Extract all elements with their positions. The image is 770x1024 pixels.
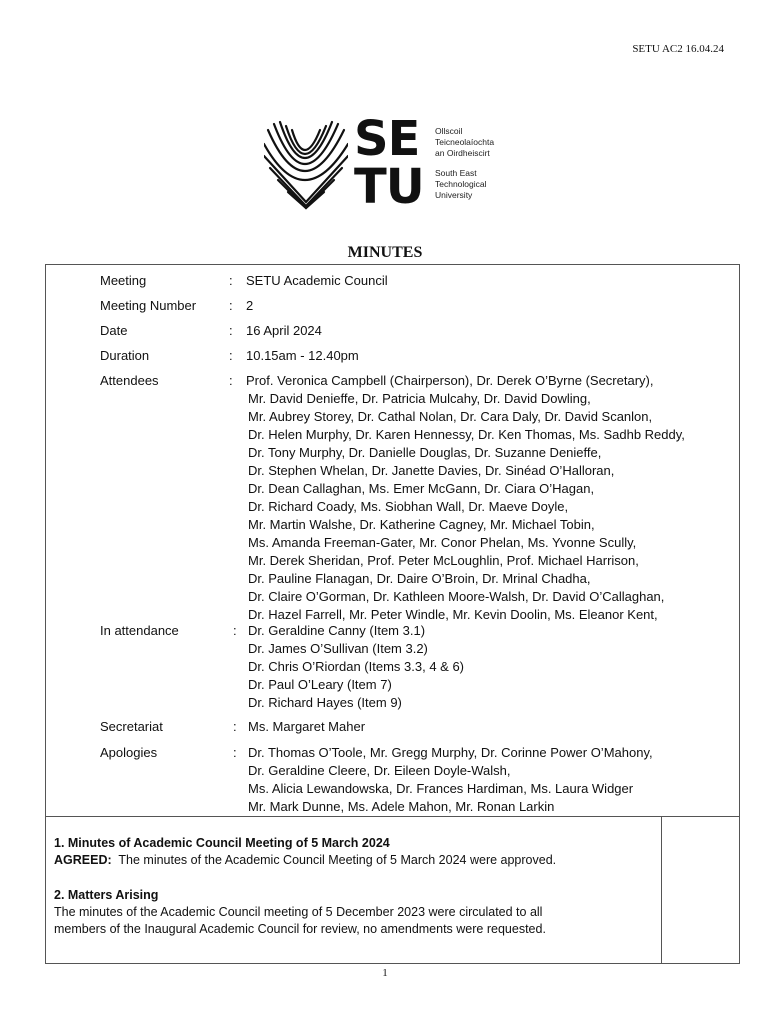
agreed-label: AGREED: (54, 853, 112, 867)
document-reference: SETU AC2 16.04.24 (632, 43, 724, 55)
attendee-line: Mr. David Denieffe, Dr. Patricia Mulcahy, Dr. David Dowling, (248, 391, 591, 406)
table-action-column-divider (661, 816, 662, 963)
apologies-line: Ms. Alicia Lewandowska, Dr. Frances Hardiman, Ms. Laura Widger (248, 781, 634, 796)
attendees-list-continued (248, 390, 685, 624)
logo-tu-text: TU (354, 159, 424, 215)
attendee-line: Dr. Pauline Flanagan, Dr. Daire O’Broin, Dr. Mrinal Chadha, (248, 571, 591, 586)
attendee-line: Dr. Tony Murphy, Dr. Danielle Douglas, Dr. Suzanne Denieffe, (248, 445, 602, 460)
duration-value: 10.15am - 12.40pm (246, 348, 359, 363)
section-1 (54, 835, 556, 869)
in-attendance-line: Dr. James O’Sullivan (Item 3.2) (248, 641, 428, 656)
page-number: 1 (382, 967, 388, 979)
attendee-line: Dr. Richard Coady, Ms. Siobhan Wall, Dr. Maeve Doyle, (248, 499, 569, 514)
colon: : (233, 719, 237, 734)
attendee-line: Dr. Claire O’Gorman, Dr. Kathleen Moore-Walsh, Dr. David O’Callaghan, (248, 589, 665, 604)
agreed-text: The minutes of the Academic Council Meeting of 5 March 2024 were approved. (118, 853, 557, 867)
attendee-line: Dr. Helen Murphy, Dr. Karen Hennessy, Dr. Ken Thomas, Ms. Sadhb Reddy, (248, 427, 685, 442)
apologies-line: Mr. Mark Dunne, Ms. Adele Mahon, Mr. Ronan Larkin (248, 799, 555, 814)
colon: : (233, 745, 237, 760)
attendee-line: Mr. Martin Walshe, Dr. Katherine Cagney, Mr. Michael Tobin, (248, 517, 595, 532)
colon: : (229, 373, 233, 388)
in-attendance-line: Dr. Geraldine Canny (Item 3.1) (248, 623, 426, 638)
in-attendance-line: Dr. Chris O’Riordan (Items 3.3, 4 & 6) (248, 659, 465, 674)
secretariat-value: Ms. Margaret Maher (248, 719, 366, 734)
attendee-line: Ms. Amanda Freeman-Gater, Mr. Conor Phelan, Ms. Yvonne Scully, (248, 535, 637, 550)
date-label: Date (100, 323, 128, 338)
apologies-list (248, 744, 653, 816)
attendee-line: Mr. Aubrey Storey, Dr. Cathal Nolan, Dr. Cara Daly, Dr. David Scanlon, (248, 409, 653, 424)
in-attendance-label: In attendance (100, 623, 179, 638)
section-2-line: The minutes of the Academic Council meeting of 5 December 2023 were circulated to all (54, 905, 543, 919)
secretariat-label: Secretariat (100, 719, 163, 734)
meeting-number-label: Meeting Number (100, 298, 197, 313)
colon: : (229, 298, 233, 313)
in-attendance-line: Dr. Paul O’Leary (Item 7) (248, 677, 392, 692)
colon: : (229, 323, 233, 338)
apologies-label: Apologies (100, 745, 158, 760)
section-1-heading: 1. Minutes of Academic Council Meeting of 5 March 2024 (54, 836, 390, 850)
logo-irish-name: Ollscoil Teicneolaíochta an Oirdheiscirt (435, 126, 495, 158)
meeting-number-value: 2 (246, 298, 254, 313)
setu-logo (264, 111, 524, 215)
in-attendance-line: Dr. Richard Hayes (Item 9) (248, 695, 402, 710)
attendee-line: Dr. Hazel Farrell, Mr. Peter Windle, Mr. Kevin Doolin, Ms. Eleanor Kent, (248, 607, 658, 622)
meeting-value: SETU Academic Council (246, 273, 388, 288)
attendee-line: Dr. Stephen Whelan, Dr. Janette Davies, Dr. Sinéad O’Halloran, (248, 463, 615, 478)
colon: : (229, 273, 233, 288)
setu-logo-mark-icon (264, 120, 348, 210)
page-title: MINUTES (347, 244, 423, 261)
table-divider (46, 816, 739, 817)
attendee-line: Dr. Dean Callaghan, Ms. Emer McGann, Dr. Ciara O’Hagan, (248, 481, 595, 496)
meeting-label: Meeting (100, 273, 147, 288)
attendees-list (246, 372, 653, 390)
date-value: 16 April 2024 (246, 323, 322, 338)
logo-english-name: South East Technological University (435, 168, 487, 200)
logo-se-text: SE (354, 111, 420, 167)
section-2-line: members of the Inaugural Academic Council for review, no amendments were requested. (54, 922, 546, 936)
attendees-label: Attendees (100, 373, 159, 388)
section-1-agreed (54, 852, 556, 869)
attendee-line: Prof. Veronica Campbell (Chairperson), Dr. Derek O’Byrne (Secretary), (246, 373, 654, 388)
section-2-heading: 2. Matters Arising (54, 888, 159, 902)
duration-label: Duration (100, 348, 150, 363)
section-2 (54, 887, 546, 938)
colon: : (233, 623, 237, 638)
apologies-line: Dr. Thomas O’Toole, Mr. Gregg Murphy, Dr. Corinne Power O’Mahony, (248, 745, 653, 760)
colon: : (229, 348, 233, 363)
attendee-line: Mr. Derek Sheridan, Prof. Peter McLoughlin, Prof. Michael Harrison, (248, 553, 639, 568)
in-attendance-list (248, 622, 464, 712)
apologies-line: Dr. Geraldine Cleere, Dr. Eileen Doyle-Walsh, (248, 763, 511, 778)
